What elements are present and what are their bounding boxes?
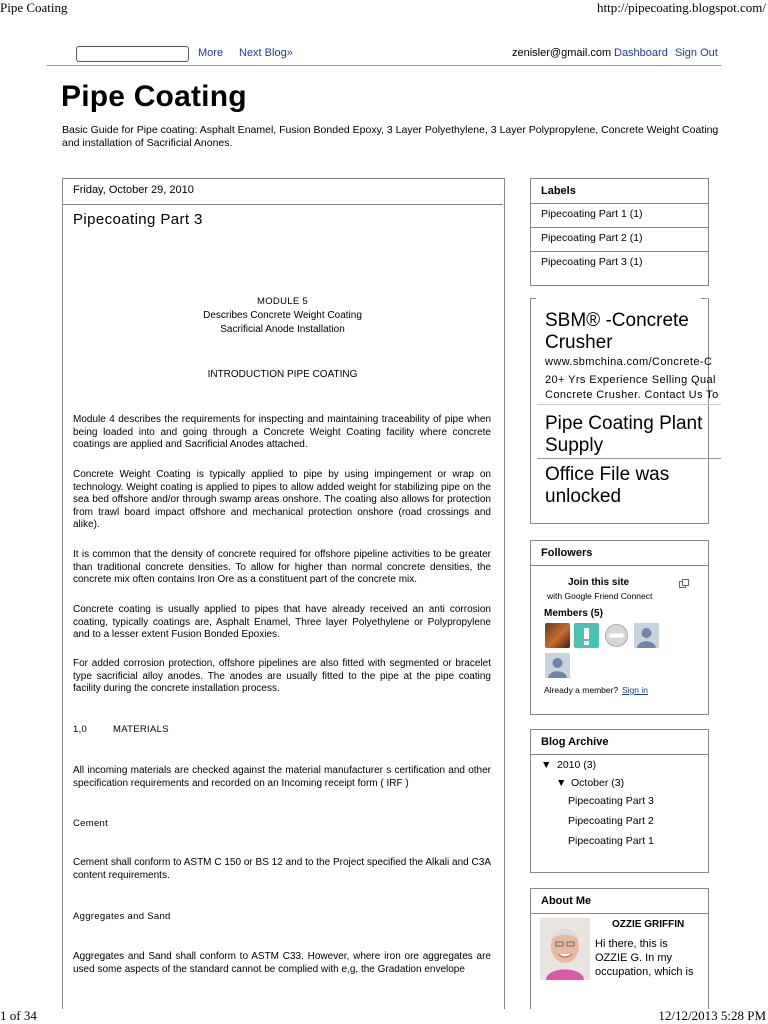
print-page-title: Pipe Coating: [0, 0, 68, 15]
gfc-caption: with Google Friend Connect: [547, 591, 653, 601]
cement-heading: Cement: [73, 818, 109, 829]
materials-number: 1,0: [73, 724, 88, 735]
blocked-avatar-icon[interactable]: [604, 623, 629, 648]
ad-1-title-line-2[interactable]: Crusher: [545, 332, 613, 353]
archive-month-link[interactable]: October (3): [571, 777, 625, 789]
print-page-url: http://pipecoating.blogspot.com/: [597, 0, 766, 15]
label-link[interactable]: Pipecoating Part 2 (1): [541, 232, 643, 244]
archive-post-link[interactable]: Pipecoating Part 1: [568, 835, 654, 847]
archive-year-toggle-icon[interactable]: ▼: [541, 759, 552, 771]
post-paragraph: Concrete coating is usually applied to pipes that have already received an anti corrosion coating, typically coatings are, Asphalt Enamel, Three layer Polyethylene or Polypropylene and to a lesser extent Fusion Bonded Epoxies.: [73, 604, 491, 640]
post-date: Friday, October 29, 2010: [73, 184, 194, 196]
module-heading: MODULE 5: [257, 296, 308, 307]
aggregates-heading: Aggregates and Sand: [73, 911, 171, 922]
member-avatar[interactable]: [574, 623, 599, 648]
followers-title: Followers: [541, 547, 593, 559]
label-link[interactable]: Pipecoating Part 3 (1): [541, 256, 643, 268]
about-header-divider: [530, 913, 708, 914]
cement-paragraph: Cement shall conform to ASTM C 150 or BS 12 and to the Project specified the Alkali and C3A content requirements.: [73, 857, 491, 881]
ad-divider: [537, 404, 721, 405]
ad-1-text-line-2: Concrete Crusher. Contact Us To: [545, 389, 719, 401]
ad-3-title-line-1[interactable]: Office File was: [545, 464, 670, 485]
post-paragraph: It is common that the density of concrete required for offshore pipeline activities to be greater than traditional concrete densities. To allow for higher than normal concrete densities, the concrete mix often contains Iron Ore as a constituent part of the concrete mix.: [73, 549, 491, 585]
navbar-divider: [47, 65, 721, 66]
followers-header-divider: [530, 565, 708, 566]
post-date-divider: [63, 204, 503, 205]
members-count: Members (5): [544, 608, 603, 619]
post-paragraph: Concrete Weight Coating is typically applied to pipe by using impingement or wrap on technology. Weight coating is applied to pipes to allow added weight for stabilizing pipe on the sea bed offshore and/or through swamp areas onshore. The coating also allows for protection from trawl board impact offshore and mechanical protection onshore (road crossings and alike).: [73, 469, 491, 530]
ad-divider: [537, 458, 721, 459]
archive-year-link[interactable]: 2010 (3): [557, 759, 597, 771]
post-paragraph: Module 4 describes the requirements for inspecting and maintaining traceability of pipe when being loaded into and going through a Concrete Weight Coating facility where concrete coatings are applied and Sacrificial Anodes attached.: [73, 414, 491, 450]
ad-2-title-line-2[interactable]: Supply: [545, 435, 604, 456]
join-site-link[interactable]: Join this site: [568, 577, 630, 588]
navbar-user-email: zenisler@gmail.com: [512, 47, 612, 59]
already-member-text: Already a member?: [544, 685, 619, 695]
sign-in-link[interactable]: Sign in: [622, 685, 648, 695]
archive-post-link[interactable]: Pipecoating Part 3: [568, 795, 654, 807]
about-bio-line: OZZIE G. In my: [595, 952, 673, 964]
archive-post-link[interactable]: Pipecoating Part 2: [568, 815, 654, 827]
about-bio-line: Hi there, this is: [595, 938, 668, 950]
print-datetime: 12/12/2013 5:28 PM: [658, 1008, 766, 1023]
blog-title[interactable]: Pipe Coating: [61, 80, 247, 113]
print-page-number: 1 of 34: [0, 1008, 37, 1023]
aggregates-paragraph: Aggregates and Sand shall conform to ASTM C33. However, where iron ore aggregates are used some aspects of the standard cannot be complied with e,g, the Gradation envelope: [73, 951, 491, 975]
ad-1-text-line-1: 20+ Yrs Experience Selling Qual: [545, 374, 716, 386]
archive-title: Blog Archive: [541, 736, 609, 748]
popout-icon[interactable]: [679, 576, 689, 586]
ads-widget-corner: [530, 298, 536, 299]
navbar-dashboard-link[interactable]: Dashboard: [614, 47, 668, 59]
ads-widget-corner: [701, 298, 707, 299]
post-title[interactable]: Pipecoating Part 3: [73, 211, 203, 228]
archive-month-toggle-icon[interactable]: ▼: [556, 777, 567, 789]
default-avatar-icon[interactable]: [545, 653, 570, 678]
module-line-2: Sacrificial Anode Installation: [220, 324, 345, 335]
archive-header-divider: [530, 754, 708, 755]
ad-1-url[interactable]: www.sbmchina.com/Concrete-C: [545, 356, 713, 368]
module-line-1: Describes Concrete Weight Coating: [203, 310, 362, 321]
navbar-next-blog-link[interactable]: Next Blog»: [239, 47, 293, 59]
ad-1-title-line-1[interactable]: SBM® -Concrete: [545, 310, 689, 331]
navbar-sign-out-link[interactable]: Sign Out: [675, 47, 718, 59]
ad-3-title-line-2[interactable]: unlocked: [545, 486, 622, 507]
navbar-more-link[interactable]: More: [198, 47, 224, 59]
intro-heading: INTRODUCTION PIPE COATING: [207, 369, 358, 380]
label-link[interactable]: Pipecoating Part 1 (1): [541, 208, 643, 220]
ad-unit-1[interactable]: [537, 302, 721, 457]
member-avatar[interactable]: [545, 623, 570, 648]
post-paragraph: For added corrosion protection, offshore pipelines are also fitted with segmented or bracelet type sacrificial alloy anodes. The anodes are usually fitted to the pipe at the pipe coating facility during the concrete installation process.: [73, 658, 491, 694]
about-title: About Me: [541, 895, 592, 907]
profile-name-link[interactable]: OZZIE GRIFFIN: [612, 919, 685, 930]
blog-description: Basic Guide for Pipe coating: Asphalt Enamel, Fusion Bonded Epoxy, 3 Layer Polyethylene, 3 Layer Polypropylene, Concrete Weight Coating and installation of Sacrificial Anones.: [62, 124, 719, 149]
labels-title: Labels: [541, 185, 576, 197]
ad-2-title-line-1[interactable]: Pipe Coating Plant: [545, 413, 703, 434]
materials-paragraph: All incoming materials are checked against the material manufacturer s certification and other specification requirements and recorded on an Incoming receipt form ( IRF ): [73, 765, 491, 789]
navbar-search-input[interactable]: [76, 46, 189, 62]
materials-heading: MATERIALS: [113, 724, 169, 735]
profile-photo[interactable]: [540, 918, 590, 980]
about-bio-line: occupation, which is: [595, 966, 694, 978]
default-avatar-icon[interactable]: [634, 623, 659, 648]
